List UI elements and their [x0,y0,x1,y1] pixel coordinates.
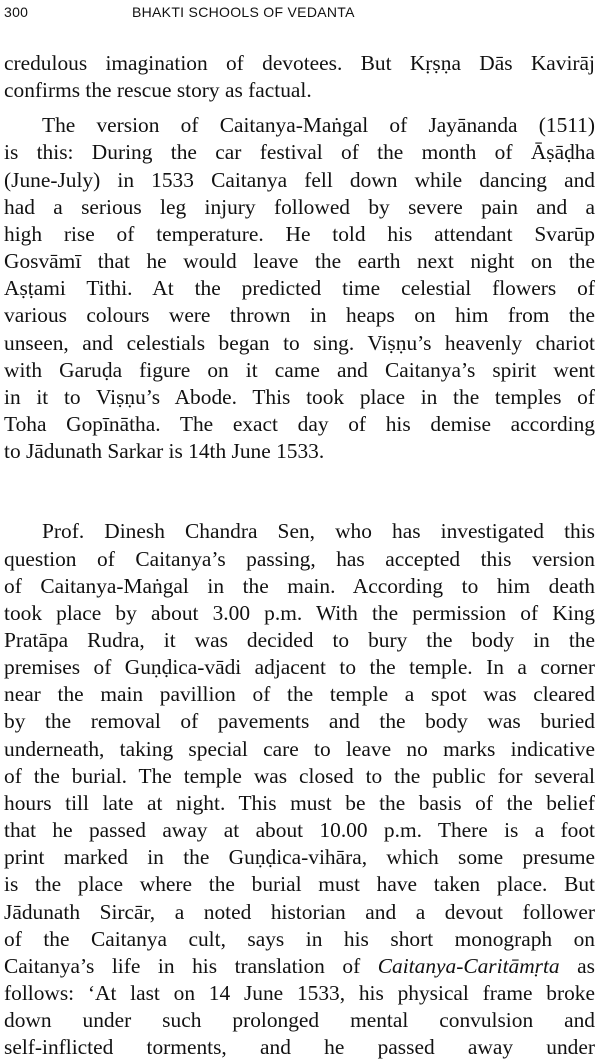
paragraph [4,518,595,1061]
text-line: took place by about 3.00 p.m. With the permission of King [4,600,595,625]
text-line: Gosvāmī that he would leave the earth next night on the [4,249,595,274]
book-title: Caitanya-Caritāmṛta [377,953,560,978]
paragraph [4,112,595,465]
text-line: (June-July) in 1533 Caitanya fell down while dancing and [4,167,595,192]
text-line: of the Caitanya cult, says in his short monograph on [4,926,595,951]
text-line: high rise of temperature. He told his attendant Svarūp [4,221,595,246]
text-line: near the main pavillion of the temple a spot was cleared [4,682,595,707]
text-line: is the place where the burial must have taken place. But [4,872,595,897]
text-line: credulous imagination of devotees. But Kṛṣṇa Dās Kavirāj [4,51,595,75]
text-line: follows: ‘At last on 14 June 1533, his physical frame broke [4,981,595,1005]
paragraph [4,50,595,104]
text-line: had a serious leg injury followed by severe pain and a [4,194,595,219]
text-line: underneath, taking special care to leave no marks indicative [4,736,595,761]
text-line: is this: During the car festival of the month of Āṣāḍha [4,140,595,165]
text-line: confirms the rescue story as factual. [4,78,312,103]
text-line-end: as [559,953,595,978]
text-line: premises of Guṇḍica-vādi adjacent to the temple. In a corner [4,655,595,680]
text-line: down under such prolonged mental convulsion and [4,1008,595,1033]
text-line: that he passed away at about 10.00 p.m. There is a foot [4,818,595,843]
text-line: question of Caitanya’s passing, has accepted this version [4,546,595,571]
text-line: hours till late at night. This must be the basis of the belief [4,790,595,815]
text-line: Jādunath Sircār, a noted historian and a devout follower [4,899,595,924]
text-line: print marked in the Guṇḍica-vihāra, which some presume [4,845,595,870]
text-line: The version of Caitanya-Maṅgal of Jayānanda (1511) [42,113,595,138]
text-line: to Jādunath Sarkar is 14th June 1533. [4,439,325,464]
text-line: Pratāpa Rudra, it was decided to bury the body in the [4,627,595,652]
text-line: Prof. Dinesh Chandra Sen, who has investigated this [42,519,595,544]
text-line: Aṣṭami Tithi. At the predicted time celestial flowers of [4,276,595,301]
text-line: Toha Gopīnātha. The exact day of his demise according [4,412,595,437]
text-line: of Caitanya-Maṅgal in the main. According to him death [4,573,595,598]
body-text [4,50,595,1061]
text-line: unseen, and celestials began to sing. Viṣṇu’s heavenly chariot [4,330,595,355]
page-header [4,2,596,24]
text-line [4,953,595,980]
text-line-start: Caitanya’s life in his translation of [4,953,378,978]
text-line: self-inflicted torments, and he passed away under [4,1035,595,1060]
text-line: with Garuḍa figure on it came and Caitanya’s spirit went [4,357,595,382]
text-line: by the removal of pavements and the body was buried [4,709,595,734]
text-line: various colours were thrown in heaps on him from the [4,303,595,328]
text-line: in it to Viṣṇu’s Abode. This took place in the temples of [4,384,595,409]
running-head: BHAKTI SCHOOLS OF VEDANTA [132,4,355,20]
text-line: of the burial. The temple was closed to the public for several [4,763,595,788]
page-number: 300 [4,4,29,20]
